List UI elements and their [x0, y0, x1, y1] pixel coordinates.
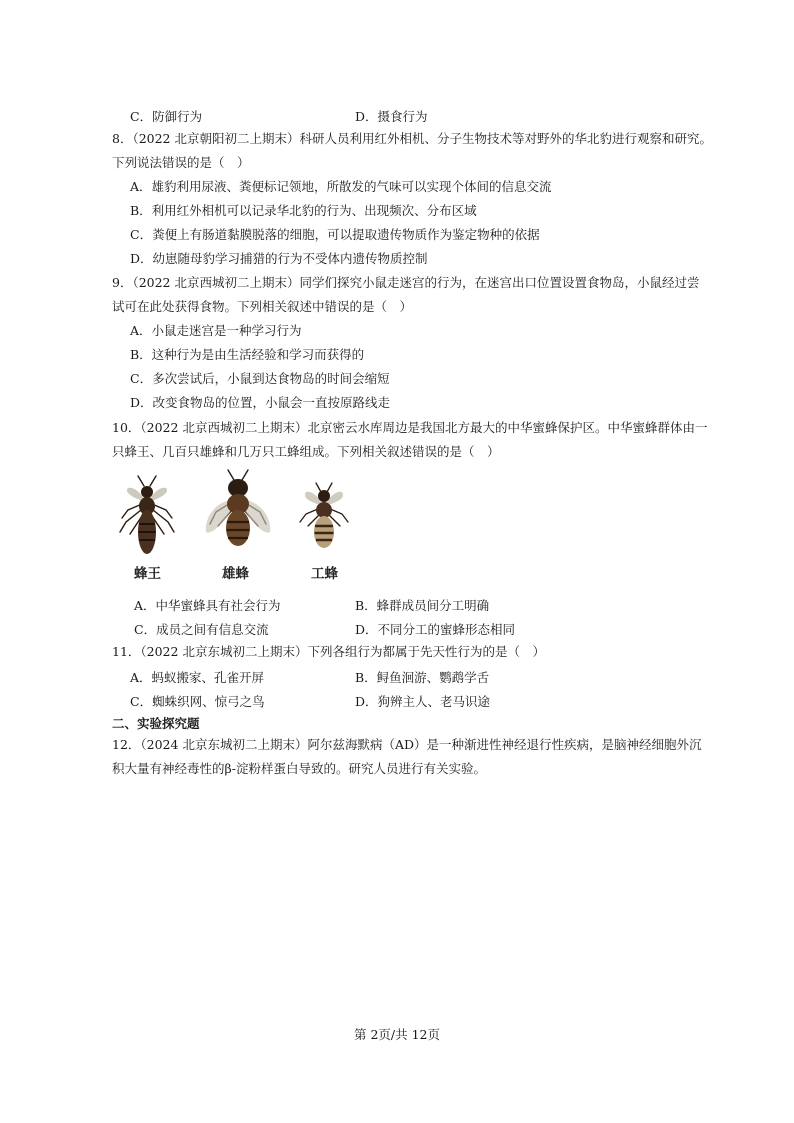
q9-option-b: B．这种行为是由生活经验和学习而获得的 — [130, 347, 365, 362]
q7-option-d: D．摄食行为 — [355, 109, 428, 124]
q11-option-d: D．狗辨主人、老马识途 — [355, 694, 491, 709]
q9-stem-line1: 9．（2022 北京西城初二上期末）同学们探究小鼠走迷宫的行为，在迷宫出口位置设置食物岛，小鼠经过尝 — [112, 275, 700, 290]
q11-option-c: C．蜘蛛织网、惊弓之鸟 — [130, 694, 265, 709]
q11-options-row1 — [0, 668, 794, 684]
q9-option-a: A．小鼠走迷宫是一种学习行为 — [130, 323, 302, 338]
section-title-experiment: 二、实验探究题 — [112, 716, 200, 731]
q8-option-a: A．雄豹利用尿液、粪便标记领地，所散发的气味可以实现个体间的信息交流 — [130, 179, 552, 194]
bee-figure — [110, 466, 380, 586]
page-number-footer: 第 2页/共 12页 — [353, 1027, 441, 1042]
q10-options-row2 — [0, 620, 794, 636]
drone-bee-image — [198, 466, 278, 556]
q10-option-a: A．中华蜜蜂具有社会行为 — [134, 598, 281, 613]
drone-bee-label: 雄蜂 — [222, 566, 249, 582]
worker-bee-image — [296, 480, 352, 556]
q9-option-d: D．改变食物岛的位置，小鼠会一直按原路线走 — [130, 395, 391, 410]
q7-options-row — [0, 107, 794, 123]
q12-stem-line2: 积大量有神经毒性的β-淀粉样蛋白导致的。研究人员进行有关实验。 — [112, 761, 486, 776]
queen-bee-image — [116, 472, 178, 558]
q9-option-c: C．多次尝试后，小鼠到达食物岛的时间会缩短 — [130, 371, 390, 386]
q9-stem-line2: 试可在此处获得食物。下列相关叙述中错误的是（ ） — [112, 299, 413, 314]
worker-bee-label: 工蜂 — [311, 566, 338, 582]
q11-option-b: B．鲟鱼洄游、鹦鹉学舌 — [355, 670, 490, 685]
q10-option-d: D．不同分工的蜜蜂形态相同 — [355, 622, 516, 637]
q8-option-c: C．粪便上有肠道黏膜脱落的细胞，可以提取遗传物质作为鉴定物种的依据 — [130, 227, 540, 242]
q11-option-a: A．蚂蚁搬家、孔雀开屏 — [130, 670, 265, 685]
q8-stem-line1: 8．（2022 北京朝阳初二上期末）科研人员利用红外相机、分子生物技术等对野外的华北豹进行观察和研究。 — [112, 131, 712, 146]
q10-stem-line2: 只蜂王、几百只雄蜂和几万只工蜂组成。下列相关叙述错误的是（ ） — [112, 444, 500, 459]
q12-stem-line1: 12．（2024 北京东城初二上期末）阿尔兹海默病（AD）是一种渐进性神经退行性疾病，是脑神经细胞外沉 — [112, 737, 702, 752]
queen-bee-label: 蜂王 — [134, 566, 161, 582]
q10-options-row1 — [0, 596, 794, 612]
q8-stem-line2: 下列说法错误的是（ ） — [112, 155, 250, 170]
q10-stem-line1: 10．（2022 北京西城初二上期末）北京密云水库周边是我国北方最大的中华蜜蜂保护区。中华蜜蜂群体由一 — [112, 420, 708, 435]
q8-option-d: D．幼崽随母豹学习捕猎的行为不受体内遗传物质控制 — [130, 251, 428, 266]
q10-option-b: B．蜂群成员间分工明确 — [355, 598, 490, 613]
q11-options-row2 — [0, 692, 794, 708]
q8-option-b: B．利用红外相机可以记录华北豹的行为、出现频次、分布区域 — [130, 203, 477, 218]
q11-stem: 11．（2022 北京东城初二上期末）下列各组行为都属于先天性行为的是（ ） — [112, 644, 545, 659]
q7-option-c: C．防御行为 — [130, 109, 203, 124]
q10-option-c: C．成员之间有信息交流 — [134, 622, 269, 637]
